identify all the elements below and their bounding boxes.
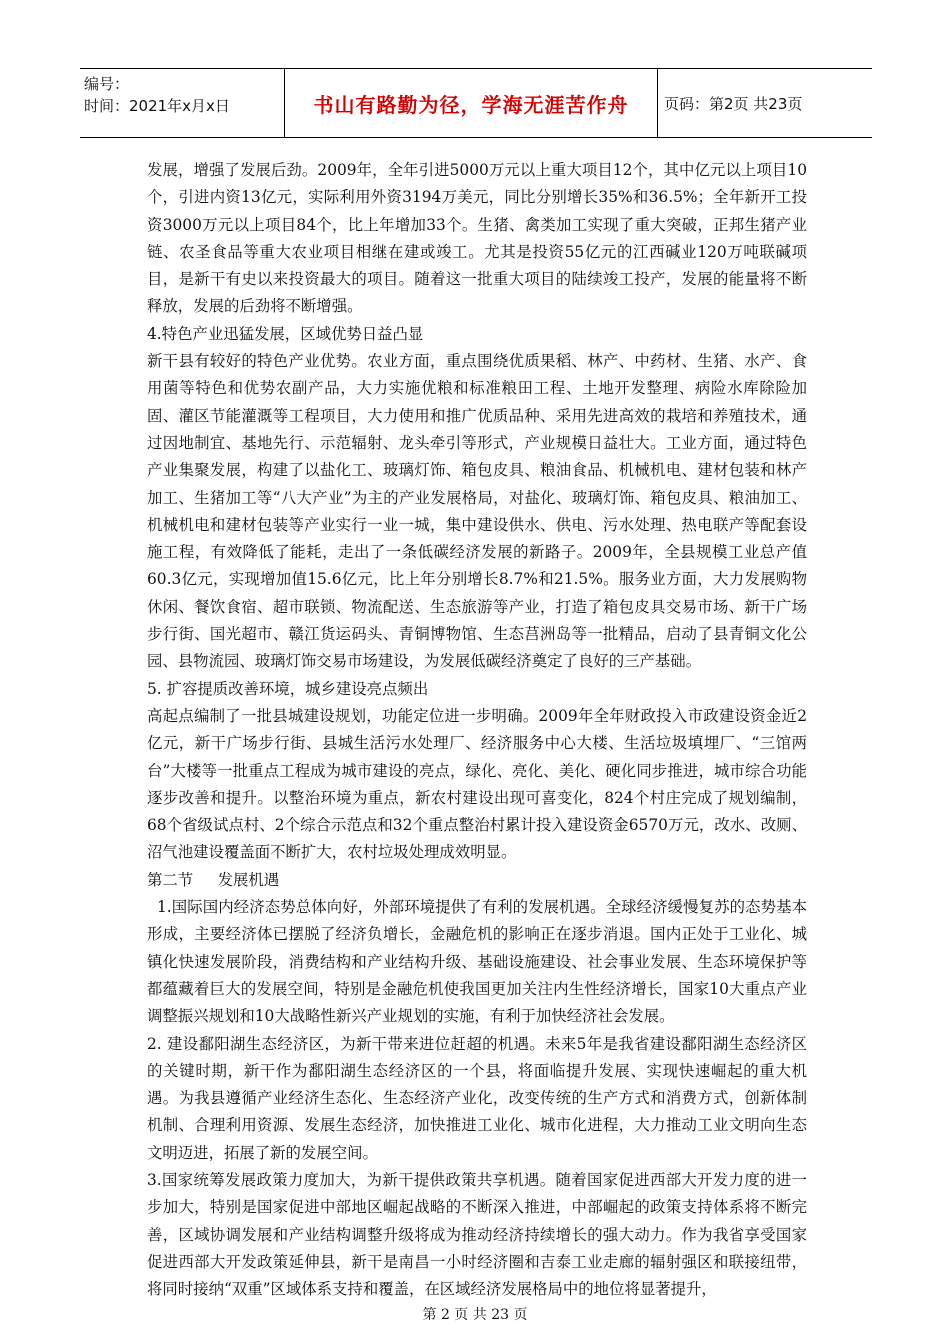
section-heading: 5. 扩容提质改善环境，城乡建设亮点频出 — [147, 679, 429, 698]
header-motto: 书山有路勤为径，学海无涯苦作舟 — [284, 69, 658, 137]
doc-time-label: 时间：2021年x月x日 — [84, 97, 230, 115]
section-heading: 4.特色产业迅猛发展，区域优势日益凸显 — [147, 324, 424, 343]
body-paragraph: 1.国际国内经济态势总体向好，外部环境提供了有利的发展机遇。全球经济缓慢复苏的态势基本形成，主要经济体已摆脱了经济负增长，金融危机的影响正在逐步消退。国内正处于工业化、城镇化快速发展阶段，消费结构和产业结构升级、基础设施建设、社会事业发展、生态环境保护等都蕴藏着巨大的发展空间，特别是金融危机使我国更加关注内生性经济增长，国家10大重点产业调整振兴规划和10大战略性新兴产业规划的实施，有利于加快经济社会发展。 — [147, 898, 807, 1026]
doc-number-label: 编号： — [84, 75, 130, 93]
body-paragraph: 发展，增强了发展后劲。2009年，全年引进5000万元以上重大项目12个，其中亿元以上项目10个，引进内资13亿元，实际利用外资3194万美元，同比分别增长35%和36.5%；全年新开工投资3000万元以上项目84个，比上年增加33个。生猪、禽类加工实现了重大突破，正邦生猪产业链、农圣食品等重大农业项目相继在建或竣工。尤其是投资55亿元的江西碱业120万吨联碱项目，是新干有史以来投资最大的项目。随着这一批重大项目的陆续竣工投产，发展的能量将不断释放，发展的后劲将不断增强。 — [147, 161, 807, 316]
page-header — [80, 68, 872, 138]
page-footer: 第 2 页 共 23 页 — [422, 1307, 528, 1323]
document-body — [147, 157, 807, 1303]
chapter-heading: 第二节 发展机遇 — [147, 870, 280, 889]
header-meta — [80, 69, 284, 137]
body-paragraph: 2. 建设鄱阳湖生态经济区，为新干带来进位赶超的机遇。未来5年是我省建设鄱阳湖生态经济区的关键时期，新干作为鄱阳湖生态经济区的一个县，将面临提升发展、实现快速崛起的重大机遇。为我县遵循产业经济生态化、生态经济产业化，改变传统的生产方式和消费方式，创新体制机制、合理利用资源、发展生态经济，加快推进工业化、城市化进程，大力推动工业文明向生态文明迈进，拓展了新的发展空间。 — [147, 1034, 807, 1162]
header-page-label: 页码：第2页 共23页 — [664, 94, 803, 113]
body-paragraph: 3.国家统筹发展政策力度加大，为新干提供政策共享机遇。随着国家促进西部大开发力度的进一步加大，特别是国家促进中部地区崛起战略的不断深入推进，中部崛起的政策支持体系将不断完善，区域协调发展和产业结构调整升级将成为推动经济持续增长的强大动力。作为我省享受国家促进西部大开发政策延伸县，新干是南昌一小时经济圈和吉泰工业走廊的辐射强区和联接纽带，将同时接纳“双重”区域体系支持和覆盖，在区域经济发展格局中的地位将显著提升， — [147, 1170, 807, 1299]
body-paragraph: 新干县有较好的特色产业优势。农业方面，重点围绕优质果稻、林产、中药材、生猪、水产、食用菌等特色和优势农副产品，大力实施优粮和标准粮田工程、土地开发整理、病险水库除险加固、灌区节能灌溉等工程项目，大力使用和推广优质品种、采用先进高效的栽培和养殖技术，通过因地制宜、基地先行、示范辐射、龙头牵引等形式，产业规模日益壮大。工业方面，通过特色产业集聚发展，构建了以盐化工、玻璃灯饰、箱包皮具、粮油食品、机械机电、建材包装和林产加工、生猪加工等“八大产业”为主的产业发展格局，对盐化、玻璃灯饰、箱包皮具、粮油加工、机械机电和建材包装等产业实行一业一城，集中建设供水、供电、污水处理、热电联产等配套设施工程，有效降低了能耗，走出了一条低碳经济发展的新路子。2009年，全县规模工业总产值60.3亿元，实现增加值15.6亿元，比上年分别增长8.7%和21.5%。服务业方面，大力发展购物休闲、餐饮食宿、超市联锁、物流配送、生态旅游等产业，打造了箱包皮具交易市场、新干广场步行街、国光超市、赣江货运码头、青铜博物馆、生态莒洲岛等一批精品，启动了县青铜文化公园、县物流园、玻璃灯饰交易市场建设，为发展低碳经济奠定了良好的三产基础。 — [147, 352, 807, 671]
body-paragraph: 高起点编制了一批县城建设规划，功能定位进一步明确。2009年全年财政投入市政建设资金近2亿元，新干广场步行街、县城生活污水处理厂、经济服务中心大楼、生活垃圾填埋厂、“三馆两台”大楼等一批重点工程成为城市建设的亮点，绿化、亮化、美化、硬化同步推进，城市综合功能逐步改善和提升。以整治环境为重点，新农村建设出现可喜变化，824个村庄完成了规划编制，68个省级试点村、2个综合示范点和32个重点整治村累计投入建设资金6570万元，改水、改厕、沼气池建设覆盖面不断扩大，农村垃圾处理成效明显。 — [147, 706, 807, 862]
